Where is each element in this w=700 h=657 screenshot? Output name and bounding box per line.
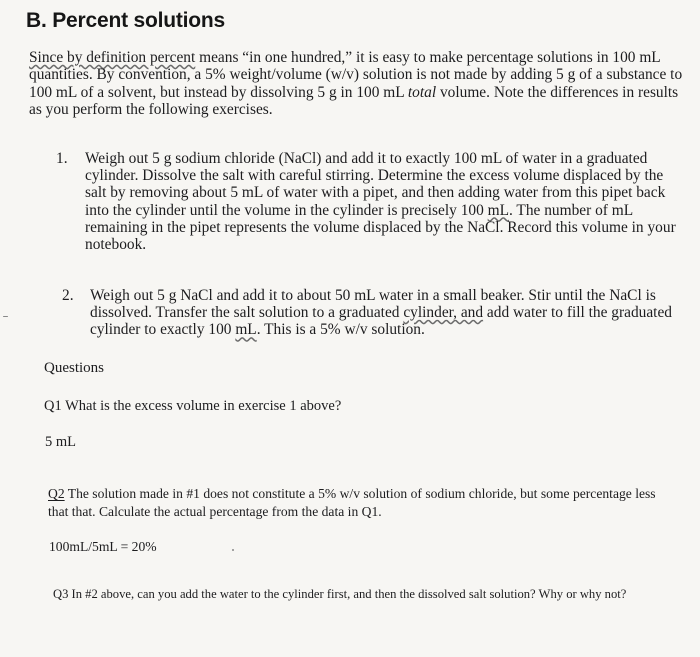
question-1: Q1 What is the excess volume in exercise 1 above? [44,398,342,414]
answer-2: 100mL/5mL = 20% [49,539,157,554]
questions-label: Questions [44,360,104,376]
intro-text: means “in one hundred,” it is easy to make percentage solutions in 100 mL quantities. By convention, a 5% weight/volume (w/v) solution is not made by adding 5 g of a substance to 100 mL of a solvent, but instead by dissolving 5 g in 100 mL [29,49,683,101]
answer-1: 5 mL [45,434,77,450]
question-2-label: Q2 [48,486,65,501]
exercise-2-marked: cylinder, and [403,304,484,322]
intro-tail: volume. Note the differences in results as you perform the following exercises. [29,83,679,119]
question-2 [48,485,678,520]
exercise-2-number: 2. [62,287,74,304]
intro-lead-text: Since by definition percent [29,49,196,66]
exercise-2-marked-2: mL [235,321,257,339]
intro-paragraph [29,49,691,119]
stray-mark [232,549,234,551]
question-2-text: The solution made in #1 does not constitute a 5% w/v solution of sodium chloride, but some percentage less that that. Calculate the actual percentage from the data in Q1. [48,486,656,519]
exercise-1-marked: mL [487,201,510,219]
exercise-2-text-c: . This is a 5% w/v solution. [256,321,425,339]
margin-mark [3,316,8,317]
section-heading: B. Percent solutions [26,9,226,32]
exercise-1-text-b: . The number of mL remaining in the pipet represents the volume displaced by the NaCl. Record this volume in your notebook. [85,201,676,254]
exercise-1-text-a: Weigh out 5 g sodium chloride (NaCl) and add it to exactly 100 mL of water in a graduated cylinder. Dissolve the salt with careful stirring. Determine the excess volume displaced by the salt by removing about 5 mL of water with a pipet, and then adding water from this pipet back into the cylinder until the volume in the cylinder is precisely 100 [85,150,666,219]
exercise-2-text-b: add water to fill the graduated cylinder to exactly 100 [90,304,672,339]
question-3: Q3 In #2 above, can you add the water to the cylinder first, and then the dissolved salt solution? Why or why not? [53,587,627,601]
exercise-2-text-a: Weigh out 5 g NaCl and add it to about 50 mL water in a small beaker. Stir until the NaCl is dissolved. Transfer the salt solution to a graduated [90,287,656,322]
exercise-2-text [90,287,680,339]
intro-emphasis: total [407,83,437,101]
exercise-1-text [85,150,685,253]
exercise-1-number: 1. [56,150,68,167]
